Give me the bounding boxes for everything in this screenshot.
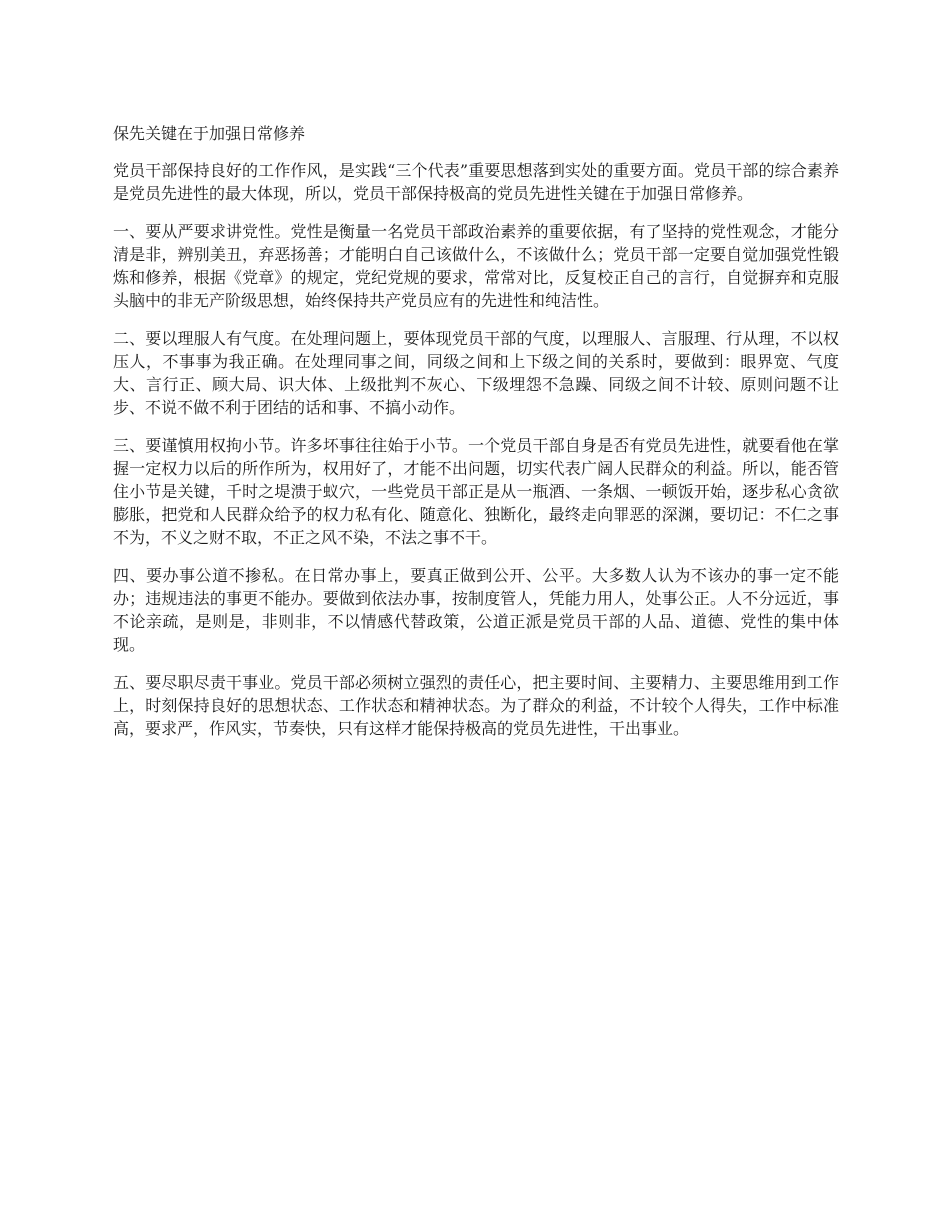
section-3-paragraph: 三、要谨慎用权拘小节。许多坏事往往始于小节。一个党员干部自身是否有党员先进性，就要看他在掌握一定权力以后的所作所为，权用好了，才能不出问题，切实代表广阔人民群众的利益。所以，能否管住小节是关键，千时之堤溃于蚁穴，一些党员干部正是从一瓶酒、一条烟、一顿饭开始，逐步私心贪欲膨胀，把党和人民群众给予的权力私有化、随意化、独断化，最终走向罪恶的深渊，要切记：不仁之事不为，不义之财不取，不正之风不染，不法之事不干。 (113, 436, 839, 547)
document-title: 保先关键在于加强日常修养 (113, 124, 306, 143)
section-4-paragraph: 四、要办事公道不掺私。在日常办事上，要真正做到公开、公平。大多数人认为不该办的事一定不能办；违规违法的事更不能办。要做到依法办事，按制度管人，凭能力用人，处事公正。人不分远近，事不论亲疏，是则是，非则非，不以情感代替政策，公道正派是党员干部的人品、道德、党性的集中体现。 (113, 566, 839, 654)
section-2-paragraph: 二、要以理服人有气度。在处理问题上，要体现党员干部的气度，以理服人、言服理、行从理，不以权压人，不事事为我正确。在处理同事之间，同级之间和上下级之间的关系时，要做到：眼界宽、气度大、言行正、顾大局、识大体、上级批判不灰心、下级埋怨不急躁、同级之间不计较、原则问题不让步、不说不做不利于团结的话和事、不搞小动作。 (113, 329, 839, 417)
document-page (113, 122, 839, 755)
section-5-paragraph: 五、要尽职尽责干事业。党员干部必须树立强烈的责任心，把主要时间、主要精力、主要思维用到工作上，时刻保持良好的思想状态、工作状态和精神状态。为了群众的利益，不计较个人得失，工作中标准高，要求严，作风实，节奏快，只有这样才能保持极高的党员先进性，干出事业。 (113, 673, 839, 738)
section-1-paragraph: 一、要从严要求讲党性。党性是衡量一名党员干部政治素养的重要依据，有了坚持的党性观念，才能分清是非，辨别美丑，弃恶扬善；才能明白自己该做什么，不该做什么；党员干部一定要自觉加强党性锻炼和修养，根据《党章》的规定，党纪党规的要求，常常对比，反复校正自己的言行，自觉摒弃和克服头脑中的非无产阶级思想，始终保持共产党员应有的先进性和纯洁性。 (113, 222, 839, 310)
intro-paragraph: 党员干部保持良好的工作作风，是实践“三个代表”重要思想落到实处的重要方面。党员干部的综合素养是党员先进性的最大体现，所以，党员干部保持极高的党员先进性关键在于加强日常修养。 (113, 161, 839, 203)
